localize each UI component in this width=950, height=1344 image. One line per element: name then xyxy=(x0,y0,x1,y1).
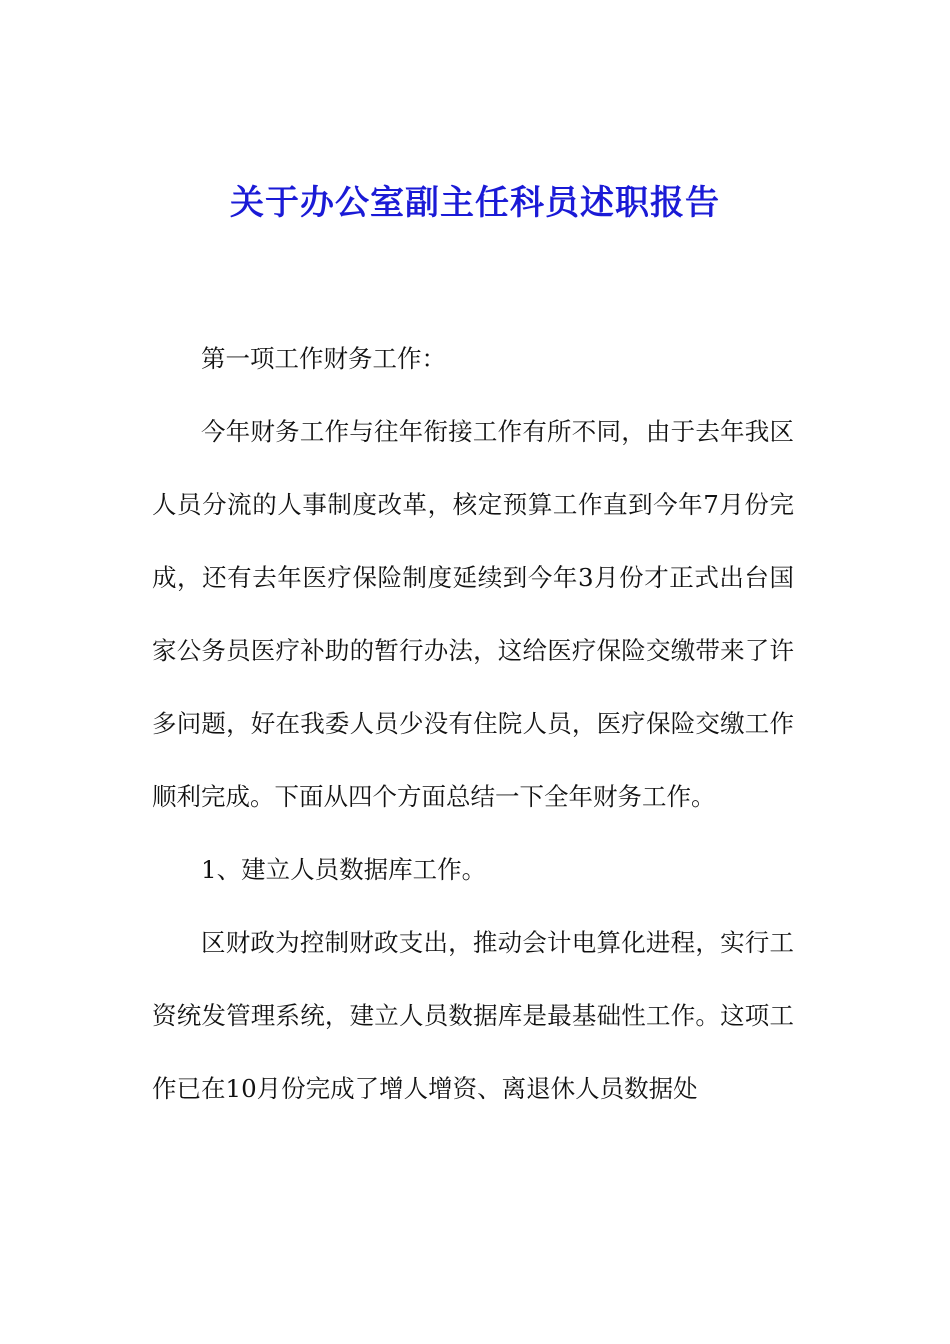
paragraph-item-heading: 1、建立人员数据库工作。 xyxy=(201,855,487,884)
paragraph-section-heading: 第一项工作财务工作： xyxy=(201,344,446,373)
document-body xyxy=(152,322,794,1125)
paragraph-database-work: 区财政为控制财政支出，推动会计电算化进程，实行工资统发管理系统，建立人员数据库是最基础性工作。这项工作已在10月份完成了增人增资、离退休人员数据处 xyxy=(152,928,794,1103)
document-title: 关于办公室副主任科员述职报告 xyxy=(230,183,720,223)
paragraph-finance-summary: 今年财务工作与往年衔接工作有所不同，由于去年我区人员分流的人事制度改革，核定预算工作直到今年7月份完成，还有去年医疗保险制度延续到今年3月份才正式出台国家公务员医疗补助的暂行办法，这给医疗保险交缴带来了许多问题，好在我委人员少没有住院人员，医疗保险交缴工作顺利完成。下面从四个方面总结一下全年财务工作。 xyxy=(152,417,794,811)
